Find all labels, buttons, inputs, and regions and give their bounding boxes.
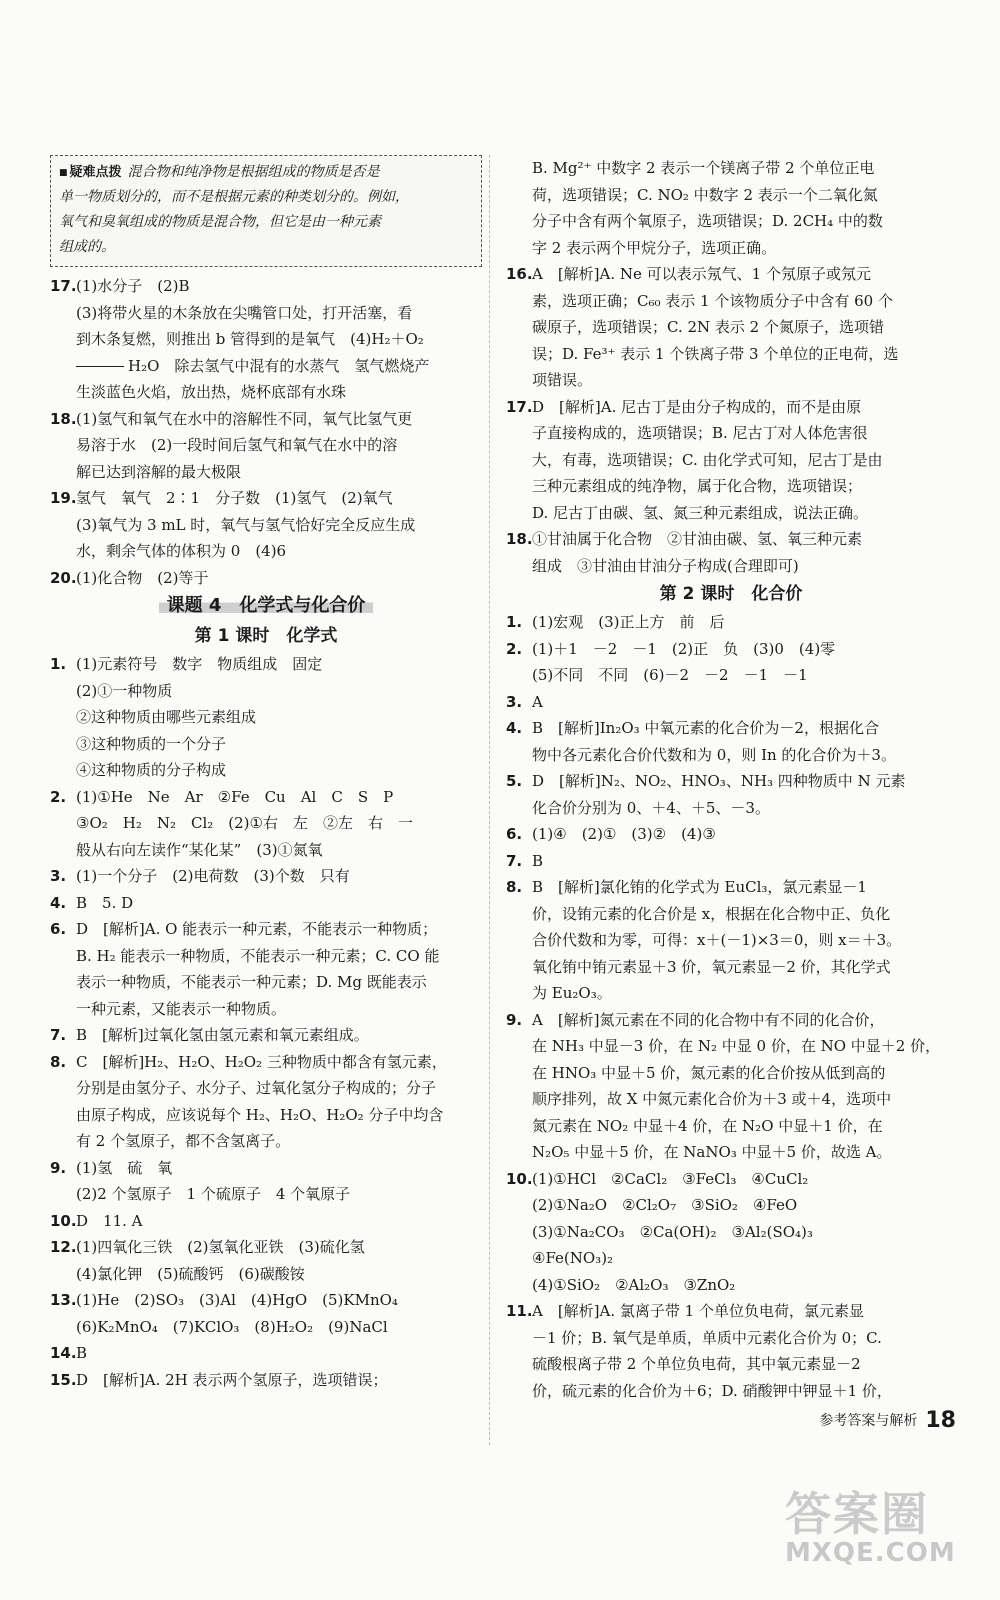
l1-answer-9: 9. (1)氢 硫 氧 (2)2 个氢原子 1 个硫原子 4 个氧原子	[50, 1158, 351, 1203]
page-number: 18	[925, 1408, 956, 1433]
l2-answer-3: 3. A	[506, 692, 543, 711]
l1-answer-8: 8. C [解析]H₂、H₂O、H₂O₂ 三种物质中都含有氢元素， 分别是由氢分子、水分子、过氧化氢分子构成的；分子 由原子构成，应该说每个 H₂、H₂O、H₂O₂ 分子中均含 有 2 个氢原子，都不含氢离子。	[50, 1052, 447, 1150]
l2-answer-4: 4. B [解析]In₂O₃ 中氧元素的化合价为－2，根据化合 物中各元素化合价代数和为 0，则 In 的化合价为＋3。	[506, 719, 896, 764]
l1-answer-16: 16.A [解析]A. Ne 可以表示氖气、1 个氖原子或氖元 素，选项正确；C₆₀ 表示 1 个该物质分子中含有 60 个 碳原子，选项错误；C. 2N 表示 2 个氮原子，选项错 误；D. Fe³⁺ 表示 1 个铁离子带 3 个单位的正电荷，选 项错误。	[506, 265, 899, 389]
tip-box: ■ 疑难点拨 混合物和纯净物是根据组成的物质是否是 单一物质划分的，而不是根据元素的种类划分的。例如， 氧气和臭氧组成的物质是混合物，但它是由一种元素 组成的。	[50, 155, 482, 267]
l1-answer-15-cont: B. Mg²⁺ 中数字 2 表示一个镁离子带 2 个单位正电 荷，选项错误；C. NO₂ 中数字 2 表示一个二氧化氮 分子中含有两个氧原子，选项错误；D. 2CH₄ 中的数 字 2 表示两个甲烷分子，选项正确。	[532, 159, 883, 257]
watermark-logo	[785, 1478, 980, 1590]
ignition-arrow	[76, 353, 128, 380]
section-title: 课题 4 化学式与化合价	[50, 591, 482, 621]
l1-answer-13: 13.(1)He (2)SO₃ (3)Al (4)HgO (5)KMnO₄ (6)K₂MnO₄ (7)KClO₃ (8)H₂O₂ (9)NaCl	[50, 1291, 398, 1336]
watermark-cn: 答案圈	[785, 1487, 929, 1541]
column-divider	[489, 155, 490, 1445]
l1-answer-4-5: 4. B 5. D	[50, 893, 134, 912]
l1-answer-7: 7. B [解析]过氧化氢由氢元素和氧元素组成。	[50, 1026, 369, 1044]
answer-19: 19.氢气 氧气 2∶1 分子数 (1)氢气 (2)氧气 (3)氧气为 3 mL 时，氧气与氢气恰好完全反应生成 水，剩余气体的体积为 0 (4)6	[50, 489, 416, 560]
l2-answer-2: 2. (1)＋1 －2 －1 (2)正 负 (3)0 (4)零 (5)不同 不同 (6)－2 －2 －1 －1	[506, 639, 836, 684]
l1-answer-18: 18.①甘油属于化合物 ②甘油由碳、氢、氧三种元素 组成 ③甘油由甘油分子构成(合理即可)	[506, 530, 863, 575]
l2-answer-8: 8. B [解析]氯化铕的化学式为 EuCl₃，氯元素显－1 价，设铕元素的化合价是 x，根据在化合物中正、负化 合价代数和为零，可得：x＋(－1)×3＝0，则 x＝＋3。 氧化铕中铕元素显＋3 价，氧元素显－2 价，其化学式 为 Eu₂O₃。	[506, 878, 902, 1002]
l1-answer-2: 2. (1)①He Ne Ar ②Fe Cu Al C S P ③O₂ H₂ N₂ Cl₂ (2)①右 左 ②左 右 一 般从右向左读作“某化某” (3)①氮氧	[50, 787, 413, 859]
l2-answer-1: 1. (1)宏观 (3)正上方 前 后	[506, 613, 725, 631]
l1-answer-17: 17.D [解析]A. 尼古丁是由分子构成的，而不是由原 子直接构成的，选项错误；B. 尼古丁对人体危害很 大，有毒，选项错误；C. 由化学式可知，尼古丁是由 三种元素组成的纯净物，属于化合物，选项错误； D. 尼古丁由碳、氢、氮三种元素组成，说法正确。	[506, 397, 883, 522]
l1-answer-3: 3. (1)一个分子 (2)电荷数 (3)个数 只有	[50, 867, 350, 885]
answer-18: 18.(1)氢气和氧气在水中的溶解性不同，氧气比氢气更 易溶于水 (2)一段时间后氢气和氧气在水中的溶 解已达到溶解的最大极限	[50, 409, 413, 481]
footer-label: 参考答案与解析	[819, 1413, 918, 1429]
l2-answer-11: 11.A [解析]A. 氯离子带 1 个单位负电荷，氯元素显 －1 价；B. 氧气是单质，单质中元素化合价为 0；C. 硫酸根离子带 2 个单位负电荷，其中氧元素显－2 价，硫元素的化合价为＋6；D. 硝酸钾中钾显＋1 价，	[506, 1302, 892, 1400]
l2-answer-9: 9. A [解析]氮元素在不同的化合物中有不同的化合价， 在 NH₃ 中显－3 价，在 N₂ 中显 0 价，在 NO 中显＋2 价， 在 HNO₃ 中显＋5 价，氮元素的化合价按从低到高的 顺序排列，故 X 中氮元素化合价为＋3 或＋4，选项中 氮元素在 NO₂ 中显＋4 价，在 N₂O 中显＋1 价，在 N₂O₅ 中显＋5 价，在 NaNO₃ 中显＋5 价，故选 A。	[506, 1010, 941, 1161]
l1-answer-14: 14.B	[50, 1344, 88, 1362]
answer-20: 20.(1)化合物 (2)等于	[50, 568, 209, 587]
l1-answer-10-11: 10.D 11. A	[50, 1211, 143, 1230]
right-column	[506, 155, 956, 1404]
left-column	[50, 155, 482, 1393]
l1-answer-12: 12.(1)四氧化三铁 (2)氢氧化亚铁 (3)硫化氢 (4)氯化钾 (5)硫酸钙 (6)碳酸铵	[50, 1238, 365, 1283]
l2-answer-7: 7. B	[506, 851, 544, 870]
answer-17: 17.(1)水分子 (2)B (3)将带火星的木条放在尖嘴管口处，打开活塞，看 到木条复燃，则推出 b 管得到的是氧气 (4)H₂＋O₂ H₂O 除去氢气中混有的水蒸气 氢气燃烧产 生淡蓝色火焰，放出热，烧杯底部有水珠	[50, 277, 430, 401]
l1-answer-6: 6. D [解析]A. O 能表示一种元素，不能表示一种物质； B. H₂ 能表示一种物质，不能表示一种元素；C. CO 能 表示一种物质，不能表示一种元素；D. Mg 既能表示 一种元素，又能表示一种物质。	[50, 920, 440, 1018]
l1-answer-15: 15.D [解析]A. 2H 表示两个氢原子，选项错误；	[50, 1370, 388, 1389]
page-footer	[819, 1408, 956, 1433]
lesson-2-title: 第 2 课时 化合价	[659, 584, 803, 604]
l2-answer-5: 5. D [解析]N₂、NO₂、HNO₃、NH₃ 四种物质中 N 元素 化合价分别为 0、＋4、＋5、－3。	[506, 772, 906, 817]
watermark-en: MXQE.COM	[785, 1538, 956, 1568]
tip-label: ■ 疑难点拨	[59, 165, 122, 180]
lesson-1-title: 第 1 课时 化学式	[194, 626, 338, 646]
l1-answer-1: 1. (1)元素符号 数字 物质组成 固定 (2)①一种物质 ②这种物质由哪些元素组成 ③这种物质的一个分子 ④这种物质的分子构成	[50, 655, 323, 779]
l2-answer-10: 10.(1)①HCl ②CaCl₂ ③FeCl₃ ④CuCl₂ (2)①Na₂O ②Cl₂O₇ ③SiO₂ ④FeO (3)①Na₂CO₃ ②Ca(OH)₂ ③Al₂(SO₄)₃ ④Fe(NO₃)₂ (4)①SiO₂ ②Al₂O₃ ③ZnO₂	[506, 1169, 813, 1294]
l2-answer-6: 6. (1)④ (2)① (3)② (4)③	[506, 825, 716, 843]
